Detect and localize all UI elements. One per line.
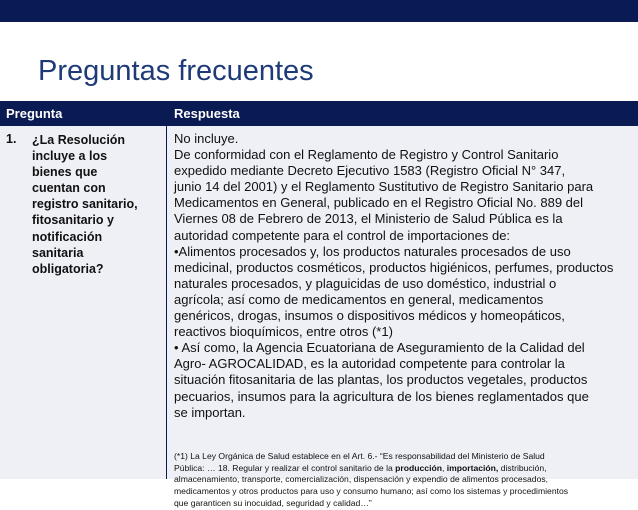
column-divider bbox=[166, 126, 167, 479]
footnote-text: , bbox=[441, 462, 447, 473]
answer-line: genéricos, drogas, insumos o dispositivos médicos y homeopáticos, bbox=[174, 308, 565, 324]
footnote-line: que garanticen su inocuidad, seguridad y calidad…” bbox=[174, 497, 372, 508]
footnote-line: medicamentos y otros productos para uso y consumo humano; así como los sistemas y procedimientos bbox=[174, 486, 569, 497]
slide-title: Preguntas frecuentes bbox=[38, 55, 314, 87]
footnote-text: Pública: … 18. Regular y realizar el control sanitario de la bbox=[174, 462, 396, 473]
answer-line: expedido mediante Decreto Ejecutivo 1583 (Registro Oficial N° 347, bbox=[174, 163, 566, 179]
question-line: incluye a los bbox=[32, 149, 108, 164]
footnote-line: almacenamiento, transporte, comercialización, dispensación y expendio de alimentos procesados, bbox=[174, 474, 549, 485]
footnote bbox=[174, 451, 636, 510]
footnote-bold-produccion: producción bbox=[395, 462, 442, 473]
answer-line: Agro- AGROCALIDAD, es la autoridad competente para controlar la bbox=[174, 356, 565, 372]
question-line: bienes que bbox=[32, 165, 98, 180]
answer-line: pecuarios, insumos para la agricultura de los bienes reglamentados que bbox=[174, 388, 589, 404]
question-line: registro sanitario, bbox=[32, 197, 138, 212]
answer-text bbox=[174, 131, 636, 421]
answer-line: • Así como, la Agencia Ecuatoriana de Aseguramiento de la Calidad del bbox=[174, 340, 585, 356]
table-header bbox=[0, 101, 638, 126]
question-line: fitosanitario y bbox=[32, 213, 114, 228]
table-row bbox=[0, 126, 638, 508]
answer-line: No incluye. bbox=[174, 131, 239, 146]
question-line: obligatoria? bbox=[32, 261, 104, 276]
footnote-line: (*1) La Ley Orgánica de Salud establece en el Art. 6.- “Es responsabilidad del Ministerio de Salud bbox=[174, 451, 545, 461]
answer-line: medicinal, productos cosméticos, productos higiénicos, perfumes, productos bbox=[174, 259, 614, 275]
header-pregunta: Pregunta bbox=[6, 106, 63, 121]
answer-line: De conformidad con el Reglamento de Registro y Control Sanitario bbox=[174, 147, 559, 163]
question-line: sanitaria bbox=[32, 245, 84, 260]
answer-line: reactivos bioquímicos, entre otros (*1) bbox=[174, 324, 393, 340]
footnote-text: distribución, bbox=[498, 462, 547, 473]
answer-line: situación fitosanitaria de las plantas, los productos vegetales, productos bbox=[174, 372, 588, 388]
answer-line: autoridad competente para el control de importaciones de: bbox=[174, 227, 511, 243]
question-line: cuentan con bbox=[32, 181, 106, 196]
answer-line: Medicamentos en General, publicado en el Registro Oficial No. 889 del bbox=[174, 195, 584, 211]
answer-line: se importan. bbox=[174, 404, 246, 420]
answer-line: •Alimentos procesados y, los productos naturales procesados de uso bbox=[174, 243, 571, 259]
answer-line: naturales procesados, y plaguicidas de uso doméstico, industrial o bbox=[174, 275, 557, 291]
question-line: ¿La Resolución bbox=[32, 133, 126, 147]
question-line: notificación bbox=[32, 229, 103, 244]
answer-line: Viernes 08 de Febrero de 2013, el Ministerio de Salud Pública es la bbox=[174, 211, 563, 227]
answer-line: agrícola; así como de medicamentos en general, medicamentos bbox=[174, 291, 544, 307]
question-text bbox=[32, 132, 162, 277]
faq-table bbox=[0, 101, 638, 508]
top-banner bbox=[0, 0, 638, 22]
answer-line: junio 14 del 2001) y el Reglamento Sustitutivo de Registro Sanitario para bbox=[174, 179, 594, 195]
question-number: 1. bbox=[6, 132, 17, 146]
footnote-bold-importacion: importación, bbox=[446, 462, 499, 473]
header-respuesta: Respuesta bbox=[174, 106, 240, 121]
footnote-line bbox=[174, 463, 636, 475]
